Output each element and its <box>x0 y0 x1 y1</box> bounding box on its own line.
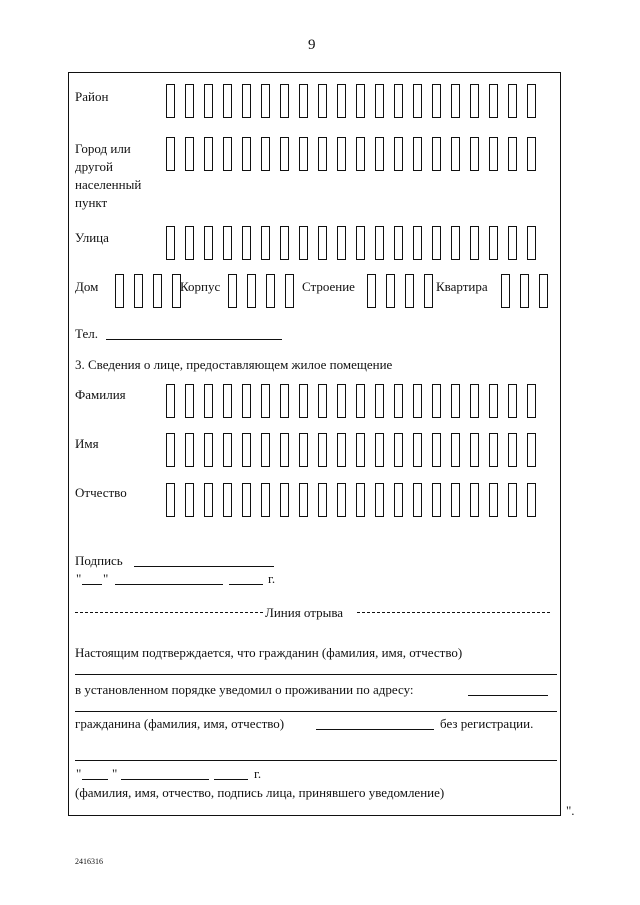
street-boxes[interactable] <box>166 226 546 260</box>
city-label-line1: Город или <box>75 141 131 156</box>
char-box[interactable] <box>204 226 213 260</box>
char-box[interactable] <box>508 433 517 467</box>
confirmation-name-line[interactable] <box>75 674 557 675</box>
char-box[interactable] <box>242 384 251 418</box>
char-box[interactable] <box>432 84 441 118</box>
char-box[interactable] <box>337 483 346 517</box>
char-box[interactable] <box>432 137 441 171</box>
char-box[interactable] <box>261 137 270 171</box>
char-box[interactable] <box>337 384 346 418</box>
char-box[interactable] <box>204 137 213 171</box>
confirmation-address-line[interactable] <box>75 711 557 712</box>
char-box[interactable] <box>204 483 213 517</box>
char-box[interactable] <box>223 384 232 418</box>
char-box[interactable] <box>280 433 289 467</box>
char-box[interactable] <box>185 226 194 260</box>
char-box[interactable] <box>394 137 403 171</box>
date-year-suffix: г. <box>268 571 276 586</box>
char-box[interactable] <box>223 483 232 517</box>
char-box[interactable] <box>413 226 422 260</box>
char-box[interactable] <box>261 384 270 418</box>
char-box[interactable] <box>356 137 365 171</box>
char-box[interactable] <box>405 274 414 308</box>
char-box[interactable] <box>527 384 536 418</box>
confirmation-separator <box>75 760 557 761</box>
signature-line[interactable] <box>134 566 274 567</box>
char-box[interactable] <box>280 483 289 517</box>
char-box[interactable] <box>166 226 175 260</box>
signature-label: Подпись <box>75 553 123 568</box>
char-box[interactable] <box>299 226 308 260</box>
char-box[interactable] <box>356 84 365 118</box>
surname-boxes[interactable] <box>166 384 546 418</box>
char-box[interactable] <box>413 84 422 118</box>
section3-title: 3. Сведения о лице, предоставляющем жилое помещение <box>75 357 393 372</box>
char-box[interactable] <box>280 226 289 260</box>
char-box[interactable] <box>242 84 251 118</box>
char-box[interactable] <box>432 483 441 517</box>
confirmation-line2: в установленном порядке уведомил о проживании по адресу: <box>75 682 414 697</box>
char-box[interactable] <box>299 483 308 517</box>
district-boxes[interactable] <box>166 84 546 118</box>
char-box[interactable] <box>280 137 289 171</box>
char-box[interactable] <box>185 137 194 171</box>
char-box[interactable] <box>489 483 498 517</box>
apartment-label: Квартира <box>436 279 488 294</box>
char-box[interactable] <box>375 433 384 467</box>
confirmation-line3-end: без регистрации. <box>440 716 534 731</box>
city-label-line2: другой <box>75 159 113 174</box>
date-open-quote: " <box>76 571 82 586</box>
char-box[interactable] <box>375 226 384 260</box>
char-box[interactable] <box>413 384 422 418</box>
char-box[interactable] <box>508 384 517 418</box>
tear-line-label: Линия отрыва <box>265 605 344 620</box>
structure-boxes[interactable] <box>367 274 443 308</box>
char-box[interactable] <box>166 84 175 118</box>
street-label: Улица <box>75 230 109 245</box>
char-box[interactable] <box>280 84 289 118</box>
char-box[interactable] <box>470 483 479 517</box>
confirmation-date-day-line[interactable] <box>82 779 108 780</box>
date-year-line[interactable] <box>229 584 263 585</box>
char-box[interactable] <box>375 483 384 517</box>
char-box[interactable] <box>527 226 536 260</box>
char-box[interactable] <box>318 226 327 260</box>
char-box[interactable] <box>386 274 395 308</box>
char-box[interactable] <box>432 384 441 418</box>
char-box[interactable] <box>204 84 213 118</box>
confirmation-address-line-short[interactable] <box>468 695 548 696</box>
page-number: 9 <box>308 37 316 53</box>
date-close-quote: " <box>103 571 109 586</box>
house-label: Дом <box>75 279 99 294</box>
char-box[interactable] <box>489 226 498 260</box>
char-box[interactable] <box>261 433 270 467</box>
char-box[interactable] <box>337 433 346 467</box>
char-box[interactable] <box>204 433 213 467</box>
char-box[interactable] <box>527 137 536 171</box>
char-box[interactable] <box>185 483 194 517</box>
char-box[interactable] <box>451 483 460 517</box>
char-box[interactable] <box>470 384 479 418</box>
char-box[interactable] <box>318 433 327 467</box>
char-box[interactable] <box>266 274 275 308</box>
char-box[interactable] <box>261 226 270 260</box>
char-box[interactable] <box>527 433 536 467</box>
char-box[interactable] <box>318 384 327 418</box>
district-label: Район <box>75 89 109 104</box>
name-boxes[interactable] <box>166 433 546 467</box>
char-box[interactable] <box>134 274 143 308</box>
date-month-line[interactable] <box>115 584 223 585</box>
char-box[interactable] <box>166 483 175 517</box>
char-box[interactable] <box>223 137 232 171</box>
char-box[interactable] <box>337 137 346 171</box>
phone-line[interactable] <box>106 339 282 340</box>
confirmation-citizen-line[interactable] <box>316 729 434 730</box>
char-box[interactable] <box>470 226 479 260</box>
confirmation-line1: Настоящим подтверждается, что гражданин (фамилия, имя, отчество) <box>75 645 463 660</box>
char-box[interactable] <box>470 137 479 171</box>
char-box[interactable] <box>228 274 237 308</box>
building-boxes[interactable] <box>228 274 304 308</box>
char-box[interactable] <box>204 384 213 418</box>
char-box[interactable] <box>394 483 403 517</box>
char-box[interactable] <box>299 84 308 118</box>
char-box[interactable] <box>242 483 251 517</box>
apartment-boxes[interactable] <box>501 274 558 308</box>
char-box[interactable] <box>153 274 162 308</box>
confirmation-date-close-quote: " <box>112 766 118 781</box>
city-label-line4: пункт <box>75 195 108 210</box>
char-box[interactable] <box>185 84 194 118</box>
char-box[interactable] <box>356 384 365 418</box>
doc-code: 2416316 <box>75 857 103 866</box>
char-box[interactable] <box>242 433 251 467</box>
char-box[interactable] <box>451 84 460 118</box>
char-box[interactable] <box>394 84 403 118</box>
confirmation-date-month-line[interactable] <box>121 779 209 780</box>
char-box[interactable] <box>394 384 403 418</box>
char-box[interactable] <box>470 433 479 467</box>
char-box[interactable] <box>337 84 346 118</box>
char-box[interactable] <box>185 384 194 418</box>
char-box[interactable] <box>520 274 529 308</box>
char-box[interactable] <box>223 226 232 260</box>
char-box[interactable] <box>394 433 403 467</box>
city-boxes[interactable] <box>166 137 546 171</box>
char-box[interactable] <box>242 226 251 260</box>
building-label: Корпус <box>180 279 221 294</box>
char-box[interactable] <box>261 483 270 517</box>
city-label-line3: населенный <box>75 177 142 192</box>
char-box[interactable] <box>539 274 548 308</box>
char-box[interactable] <box>285 274 294 308</box>
char-box[interactable] <box>318 483 327 517</box>
patronymic-label: Отчество <box>75 485 127 500</box>
char-box[interactable] <box>413 433 422 467</box>
char-box[interactable] <box>318 84 327 118</box>
char-box[interactable] <box>375 84 384 118</box>
char-box[interactable] <box>432 433 441 467</box>
char-box[interactable] <box>247 274 256 308</box>
char-box[interactable] <box>432 226 441 260</box>
char-box[interactable] <box>223 433 232 467</box>
char-box[interactable] <box>115 274 124 308</box>
char-box[interactable] <box>508 137 517 171</box>
patronymic-boxes[interactable] <box>166 483 546 517</box>
confirmation-date-year-suffix: г. <box>254 766 262 781</box>
char-box[interactable] <box>318 137 327 171</box>
char-box[interactable] <box>261 84 270 118</box>
char-box[interactable] <box>489 384 498 418</box>
char-box[interactable] <box>166 433 175 467</box>
char-box[interactable] <box>356 483 365 517</box>
char-box[interactable] <box>394 226 403 260</box>
char-box[interactable] <box>375 137 384 171</box>
char-box[interactable] <box>299 433 308 467</box>
char-box[interactable] <box>451 433 460 467</box>
char-box[interactable] <box>166 384 175 418</box>
char-box[interactable] <box>166 137 175 171</box>
char-box[interactable] <box>299 137 308 171</box>
char-box[interactable] <box>356 433 365 467</box>
confirmation-date-year-line[interactable] <box>214 779 248 780</box>
char-box[interactable] <box>470 84 479 118</box>
char-box[interactable] <box>527 483 536 517</box>
char-box[interactable] <box>367 274 376 308</box>
char-box[interactable] <box>501 274 510 308</box>
structure-label: Строение <box>302 279 355 294</box>
char-box[interactable] <box>413 483 422 517</box>
confirmation-line3-start: гражданина (фамилия, имя, отчество) <box>75 716 285 731</box>
char-box[interactable] <box>508 483 517 517</box>
closing-mark: ". <box>566 803 575 818</box>
char-box[interactable] <box>489 137 498 171</box>
char-box[interactable] <box>508 226 517 260</box>
confirmation-date-open-quote: " <box>76 766 82 781</box>
char-box[interactable] <box>424 274 433 308</box>
char-box[interactable] <box>413 137 422 171</box>
name-label: Имя <box>75 436 99 451</box>
tear-line-left <box>75 612 263 613</box>
char-box[interactable] <box>223 84 232 118</box>
char-box[interactable] <box>508 84 517 118</box>
phone-label: Тел. <box>75 326 98 341</box>
char-box[interactable] <box>451 137 460 171</box>
surname-label: Фамилия <box>75 387 126 402</box>
char-box[interactable] <box>356 226 365 260</box>
char-box[interactable] <box>451 226 460 260</box>
char-box[interactable] <box>489 433 498 467</box>
char-box[interactable] <box>489 84 498 118</box>
char-box[interactable] <box>451 384 460 418</box>
confirmation-footer: (фамилия, имя, отчество, подпись лица, принявшего уведомление) <box>75 785 445 800</box>
char-box[interactable] <box>280 384 289 418</box>
tear-line-right <box>357 612 550 613</box>
date-day-line[interactable] <box>82 584 102 585</box>
char-box[interactable] <box>299 384 308 418</box>
char-box[interactable] <box>375 384 384 418</box>
char-box[interactable] <box>337 226 346 260</box>
char-box[interactable] <box>527 84 536 118</box>
char-box[interactable] <box>185 433 194 467</box>
char-box[interactable] <box>242 137 251 171</box>
